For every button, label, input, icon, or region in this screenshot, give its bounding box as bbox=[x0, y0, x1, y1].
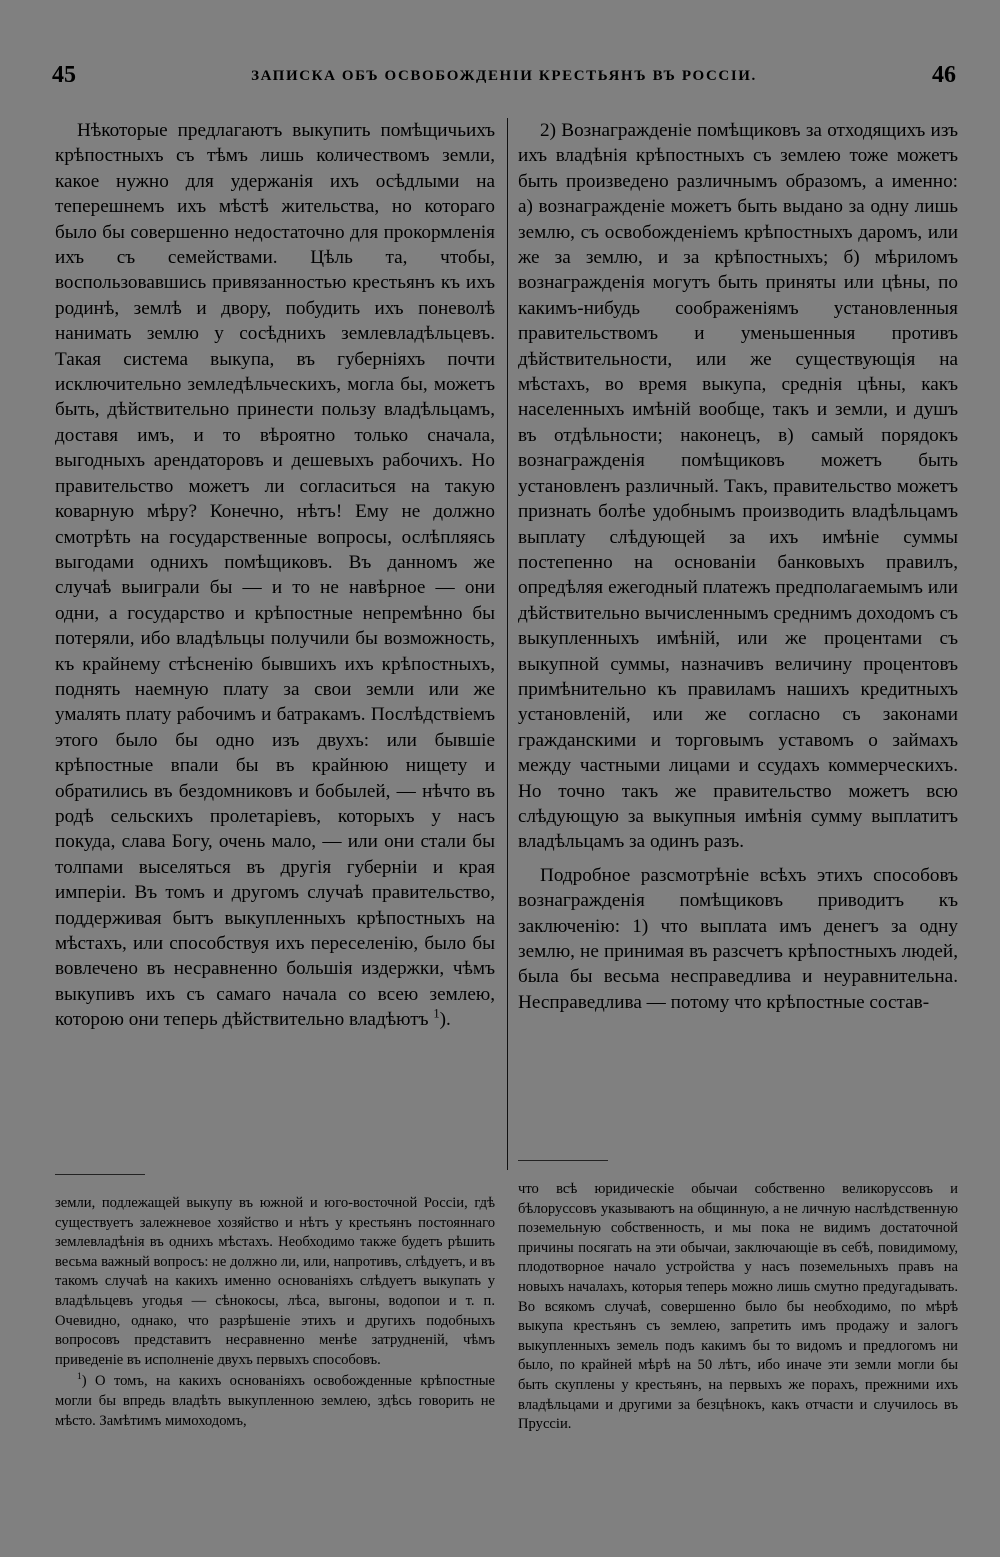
footnotes-right bbox=[518, 1180, 958, 1435]
footnote-1 bbox=[55, 1372, 495, 1431]
footnote-text: ) О томъ, на какихъ основаніяхъ освобожденные крѣпостные могли бы впредь владѣть выкупленною землею, здѣсь говорить не мѣсто. Замѣтимъ мимоходомъ, bbox=[55, 1373, 495, 1429]
right-column bbox=[518, 118, 958, 1015]
running-title: ЗАПИСКА ОБЪ ОСВОБОЖДЕНІИ КРЕСТЬЯНЪ ВЪ РОССІИ. bbox=[251, 68, 757, 84]
paragraph-end: ). bbox=[439, 1009, 451, 1031]
page-number-left: 45 bbox=[52, 62, 76, 88]
left-column bbox=[55, 118, 495, 1033]
footnote-rule-right bbox=[518, 1160, 608, 1161]
paragraph-text: Нѣкоторые предлагаютъ выкупить помѣщичьихъ крѣпостныхъ съ тѣмъ лишь количествомъ земли, какое нужно для удержанія ихъ осѣдлыми на теперешнемъ ихъ мѣстѣ жительства, но котораго было бы совершенно недостаточно для прокормленія ихъ съ семействами. Цѣль та, чтобы, воспользовавшись привязанностью крестьянъ къ ихъ родинѣ, землѣ и двору, побудить ихъ поневолѣ нанимать землю у сосѣднихъ землевладѣльцевъ. Такая система выкупа, въ губерніяхъ почти исключительно земледѣльческихъ, могла бы, можетъ быть, дѣйствительно принести пользу владѣльцамъ, доставя имъ, и то вѣроятно только сначала, выгодныхъ арендаторовъ и дешевыхъ рабочихъ. Но правительство можетъ ли согласиться на такую коварную мѣру? Конечно, нѣтъ! Ему не должно смотрѣть на государственные вопросы, ослѣпляясь выгодами однихъ помѣщиковъ. Въ данномъ же случаѣ выиграли бы — и то не навѣрное — они одни, а государство и крѣпостные непремѣнно бы потеряли, ибо владѣльцы получили бы возможность, къ крайнему стѣсненію бывшихъ ихъ крѣпостныхъ, поднять наемную плату за свои земли или же умалять плату рабочимъ и батракамъ. Послѣдствіемъ этого было бы одно изъ двухъ: или бывшіе крѣпостные впали бы въ крайнюю нищету и обратились въ бездомниковъ и бобылей, — нѣчто въ родѣ сельскихъ пролетаріевъ, которыхъ у насъ покуда, слава Богу, очень мало, — или они стали бы толпами выселяться въ другія губерніи и края имперіи. Въ томъ и другомъ случаѣ правительство, поддерживая бытъ выкупленныхъ крѣпостныхъ на мѣстахъ, или способствуя ихъ переселенію, было бы вовлечено въ несравненно большія издержки, чѣмъ выкупивъ ихъ съ самаго начала со всею землею, которою они теперь дѣйствительно владѣютъ bbox=[55, 120, 495, 1031]
body-paragraph bbox=[55, 118, 495, 1033]
page-header bbox=[52, 62, 956, 96]
body-paragraph: Подробное разсмотрѣніе всѣхъ этихъ способовъ вознагражденія помѣщиковъ приводитъ къ заключенію: 1) что выплата имъ денегъ за одну землю, не принимая въ разсчетъ крѣпостныхъ людей, была бы весьма несправедлива и неуравнительна. Несправедлива — потому что крѣпостные состав- bbox=[518, 864, 958, 1013]
footnote-rule-left bbox=[55, 1174, 145, 1175]
body-paragraph: 2) Вознагражденіе помѣщиковъ за отходящихъ изъ ихъ владѣнія крѣпостныхъ съ землею тоже можетъ быть произведено различнымъ образомъ, а именно: а) вознагражденіе можетъ быть выдано за одну лишь землю, съ освобожденіемъ крѣпостныхъ даромъ, или же за землю, и за крѣпостныхъ; б) мѣриломъ вознагражденія могутъ быть приняты или цѣны, по какимъ-нибудь соображеніямъ установленныя правительствомъ и уменьшенныя противъ дѣйствительности, или же существующія на мѣстахъ, во время выкупа, среднія цѣны, какъ населенныхъ имѣній вообще, такъ и земли, и душъ въ отдѣльности; наконецъ, в) самый порядокъ вознагражденія помѣщиковъ можетъ быть установленъ различный. Такъ, правительство можетъ признать болѣе удобнымъ производить владѣльцамъ выплату слѣдующей за ихъ имѣніе суммы постепенно на основаніи банковыхъ правилъ, опредѣляя ежегодный платежъ предполагаемымъ или дѣйствительно вычисленнымъ среднимъ доходомъ съ выкупленныхъ имѣній, или же процентами съ выкупной суммы, назначивъ величину процентовъ примѣнительно къ правиламъ нашихъ кредитныхъ установленій, или же согласно съ законами гражданскими и торговымъ уставомъ о займахъ между частными лицами и ссудахъ коммерческихъ. Но точно такъ же правительство можетъ всю слѣдующую за выкупныя имѣнія сумму выплатитъ владѣльцамъ за одинъ разъ. bbox=[518, 120, 958, 853]
footnote-marker: 1 bbox=[77, 1372, 82, 1383]
page-number-right: 46 bbox=[932, 62, 956, 88]
footnote-reference[interactable]: 1 bbox=[433, 1006, 440, 1021]
column-divider bbox=[507, 118, 508, 1170]
footnote-continuation: что всѣ юридическіе обычаи собственно великоруссовъ и бѣлоруссовъ указываютъ на общинную, а не личную наслѣдственную поземельную собственность, и мы пока не видимъ достаточной причины посягать на эти обычаи, заключающіе въ себѣ, повидимому, плодотворное начало устройства у насъ поземельныхъ правъ на новыхъ началахъ, которыя теперь можно лишь смутно предугадывать. Во всякомъ случаѣ, совершенно было бы необходимо, по мѣрѣ выкупа крестьянъ съ землею, запретить имъ продажу и залогъ выкупленныхъ земель подъ какимъ бы то видомъ и предлогомъ ни было, по крайней мѣрѣ на 50 лѣтъ, ибо иначе эти земли могли бы быть скуплены у крестьянъ, на первыхъ же порахъ, прежними ихъ владѣльцами и другими за безцѣнокъ, какъ отчасти и случилось въ Пруссіи. bbox=[518, 1181, 958, 1433]
footnote-continuation: земли, подлежащей выкупу въ южной и юго-восточной Россіи, гдѣ существуетъ залежневое хозяйство и нѣтъ у крестьянъ постояннаго землевладѣнія въ однихъ мѣстахъ. Необходимо также будетъ рѣшить весьма важный вопросъ: не должно ли, или, напротивъ, слѣдуетъ, и въ такомъ случаѣ на какихъ именно основаніяхъ слѣдуетъ выкупать у владѣльцевъ угодья — сѣнокосы, лѣса, выгоны, водопои и т. п. Очевидно, однако, что разрѣшеніе этихъ и другихъ подобныхъ вопросовъ представитъ несравненно менѣе затрудненій, чѣмъ приведеніе въ исполненіе двухъ первыхъ способовъ. bbox=[55, 1195, 495, 1368]
footnotes-left bbox=[55, 1194, 495, 1431]
